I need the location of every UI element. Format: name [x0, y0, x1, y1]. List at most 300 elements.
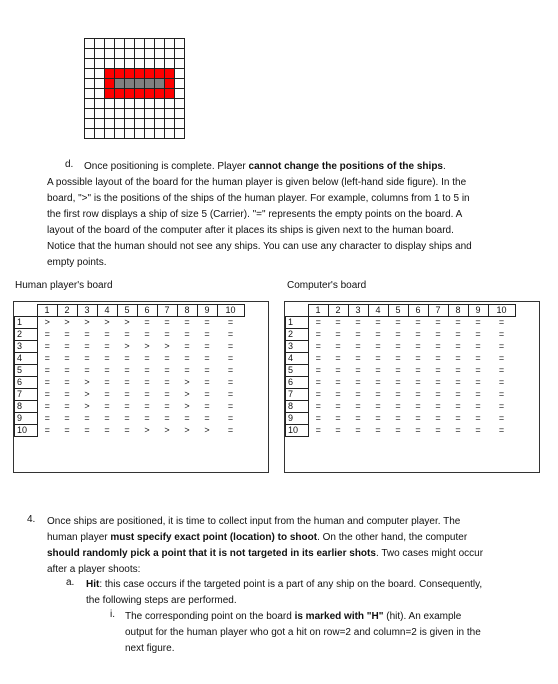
- row-header: 2: [15, 329, 38, 341]
- board-cell: =: [84, 365, 90, 375]
- board-cell: =: [335, 389, 341, 399]
- board-cell: =: [435, 377, 441, 387]
- board-cell: =: [124, 425, 130, 435]
- row-header: 4: [286, 353, 309, 365]
- board-cell: =: [164, 329, 170, 339]
- board-cell: =: [355, 425, 361, 435]
- grid-cell: [85, 119, 95, 129]
- grid-cell: [155, 79, 165, 89]
- section-i-body: [125, 609, 538, 657]
- board-cell: =: [84, 329, 90, 339]
- grid-cell: [95, 129, 105, 139]
- computer-board: [285, 304, 516, 437]
- row-header: 2: [286, 329, 309, 341]
- grid-cell: [115, 99, 125, 109]
- board-cell: =: [455, 317, 461, 328]
- grid-cell: [165, 109, 175, 119]
- board-cell: =: [375, 401, 381, 411]
- text-line: after a player shoots:: [47, 564, 141, 575]
- grid-cell: [115, 79, 125, 89]
- board-cell: =: [144, 413, 150, 423]
- board-cell: =: [315, 425, 321, 435]
- board-cell: =: [335, 365, 341, 375]
- board-cell: =: [227, 365, 234, 375]
- row-header: 3: [15, 341, 38, 353]
- board-cell: =: [335, 413, 341, 423]
- board-cell: =: [144, 377, 150, 387]
- grid-cell: [155, 119, 165, 129]
- board-cell: =: [44, 389, 50, 399]
- section-i-marker: i.: [110, 609, 115, 620]
- board-cell: =: [375, 341, 381, 351]
- grid-cell: [125, 109, 135, 119]
- section-4-marker: 4.: [27, 514, 36, 525]
- board-cell: =: [355, 413, 361, 423]
- grid-cell: [115, 69, 125, 79]
- column-header: 3: [77, 305, 97, 317]
- board-cell: =: [104, 425, 110, 435]
- board-cell: =: [375, 365, 381, 375]
- grid-cell: [85, 99, 95, 109]
- board-cell: =: [455, 329, 461, 339]
- board-cell: =: [227, 329, 234, 339]
- table-row: [286, 413, 516, 425]
- board-cell: =: [124, 389, 130, 399]
- board-cell: =: [144, 353, 150, 363]
- board-cell: =: [455, 353, 461, 363]
- grid-cell: [95, 109, 105, 119]
- section-d-body: [47, 175, 537, 271]
- column-header: 6: [137, 305, 157, 317]
- board-cell: =: [475, 413, 481, 423]
- text-line: should randomly pick a point that it is not targeted in its earlier shots. Two cases might occur: [47, 548, 484, 559]
- board-cell: =: [435, 317, 441, 328]
- board-cell: =: [184, 365, 190, 375]
- grid-row: [85, 119, 185, 129]
- board-cell: =: [164, 377, 170, 387]
- text-line: A possible layout of the board for the human player is given below (left-hand side figure). In the: [47, 177, 467, 188]
- board-cell: =: [144, 401, 150, 411]
- grid-cell: [145, 129, 155, 139]
- board-cell: =: [395, 389, 401, 399]
- table-row: [15, 401, 245, 413]
- board-header-row: [286, 305, 516, 317]
- board-cell: =: [104, 365, 110, 375]
- board-cell: >: [144, 341, 150, 351]
- grid-row: [85, 89, 185, 99]
- row-header: 7: [15, 389, 38, 401]
- grid-cell: [115, 89, 125, 99]
- board-cell: =: [184, 341, 190, 351]
- board-cell: =: [227, 341, 234, 351]
- row-header: 3: [286, 341, 309, 353]
- board-cell: =: [498, 329, 505, 339]
- grid-cell: [105, 109, 115, 119]
- board-cell: =: [124, 413, 130, 423]
- board-cell: =: [164, 353, 170, 363]
- grid-cell: [165, 129, 175, 139]
- grid-cell: [85, 49, 95, 59]
- grid-cell: [105, 89, 115, 99]
- grid-cell: [175, 99, 185, 109]
- board-cell: =: [164, 413, 170, 423]
- board-cell: >: [184, 401, 190, 411]
- grid-cell: [175, 59, 185, 69]
- board-cell: =: [415, 341, 421, 351]
- board-cell: =: [184, 329, 190, 339]
- board-cell: >: [124, 341, 130, 351]
- text-line: board, ">" is the positions of the ships of the human player. For example, columns from 1 to 5 in: [47, 193, 470, 204]
- text-line: the first row displays a ship of size 5 (Carrier). "=" represents the empty points on the board. A: [47, 209, 463, 220]
- board-cell: >: [84, 377, 90, 387]
- grid-cell: [125, 119, 135, 129]
- board-cell: =: [204, 377, 210, 387]
- board-cell: =: [164, 365, 170, 375]
- table-row: [286, 353, 516, 365]
- grid-cell: [135, 99, 145, 109]
- board-cell: =: [375, 377, 381, 387]
- board-cell: =: [335, 329, 341, 339]
- board-cell: =: [475, 329, 481, 339]
- row-header: 6: [286, 377, 309, 389]
- board-cell: =: [395, 317, 401, 328]
- row-header: 1: [15, 317, 38, 329]
- board-cell: =: [64, 377, 70, 387]
- row-header: 5: [15, 365, 38, 377]
- board-cell: =: [355, 329, 361, 339]
- board-cell: =: [335, 401, 341, 411]
- column-header: 10: [488, 305, 515, 317]
- board-cell: =: [124, 377, 130, 387]
- grid-cell: [125, 39, 135, 49]
- board-cell: =: [395, 329, 401, 339]
- section-d-first-line: Once positioning is complete. Player cannot change the positions of the ships.: [84, 161, 446, 172]
- grid-cell: [175, 119, 185, 129]
- board-cell: >: [184, 389, 190, 399]
- column-header: 1: [37, 305, 57, 317]
- grid-cell: [175, 79, 185, 89]
- board-cell: =: [144, 329, 150, 339]
- board-cell: =: [64, 401, 70, 411]
- board-cell: =: [435, 401, 441, 411]
- grid-cell: [95, 39, 105, 49]
- board-cell: =: [64, 413, 70, 423]
- grid-cell: [115, 39, 125, 49]
- grid-cell: [135, 129, 145, 139]
- board-cell: =: [435, 329, 441, 339]
- grid-row: [85, 99, 185, 109]
- grid-row: [85, 69, 185, 79]
- grid-cell: [175, 89, 185, 99]
- board-cell: =: [84, 413, 90, 423]
- grid-row: [85, 59, 185, 69]
- board-cell: =: [415, 329, 421, 339]
- grid-cell: [125, 89, 135, 99]
- board-cell: =: [315, 353, 321, 363]
- computer-board-title: Computer's board: [287, 280, 367, 291]
- table-row: [286, 425, 516, 437]
- board-cell: =: [204, 389, 210, 399]
- board-cell: =: [315, 377, 321, 387]
- grid-row: [85, 129, 185, 139]
- board-cell: >: [104, 317, 110, 328]
- board-cell: =: [64, 353, 70, 363]
- board-cell: =: [335, 425, 341, 435]
- board-cell: =: [104, 353, 110, 363]
- board-cell: =: [355, 377, 361, 387]
- grid-row: [85, 39, 185, 49]
- section-4-body: [47, 514, 537, 578]
- grid-cell: [115, 119, 125, 129]
- board-cell: =: [375, 353, 381, 363]
- grid-cell: [155, 89, 165, 99]
- section-d-marker: d.: [65, 159, 74, 170]
- grid-cell: [105, 99, 115, 109]
- board-cell: =: [395, 401, 401, 411]
- board-cell: =: [104, 389, 110, 399]
- grid-cell: [145, 39, 155, 49]
- grid-cell: [175, 39, 185, 49]
- board-cell: =: [64, 329, 70, 339]
- text-line: human player must specify exact point (location) to shoot. On the other hand, the computer: [47, 532, 468, 543]
- board-cell: =: [335, 377, 341, 387]
- grid-cell: [125, 99, 135, 109]
- board-cell: =: [415, 425, 421, 435]
- table-row: [15, 353, 245, 365]
- corner-cell: [15, 305, 38, 317]
- board-cell: =: [44, 341, 50, 351]
- grid-cell: [105, 39, 115, 49]
- grid-cell: [115, 49, 125, 59]
- grid-row: [85, 49, 185, 59]
- grid-cell: [105, 129, 115, 139]
- board-cell: =: [375, 329, 381, 339]
- column-header: 6: [408, 305, 428, 317]
- board-cell: =: [124, 353, 130, 363]
- human-board: [14, 304, 245, 437]
- grid-cell: [155, 39, 165, 49]
- board-cell: =: [44, 353, 50, 363]
- board-cell: =: [498, 425, 505, 435]
- board-cell: =: [227, 389, 234, 399]
- board-cell: =: [475, 389, 481, 399]
- row-header: 5: [286, 365, 309, 377]
- board-cell: =: [498, 317, 505, 328]
- board-cell: =: [375, 389, 381, 399]
- grid-cell: [85, 59, 95, 69]
- grid-cell: [155, 49, 165, 59]
- grid-cell: [165, 69, 175, 79]
- board-cell: =: [104, 413, 110, 423]
- board-cell: =: [435, 413, 441, 423]
- board-cell: =: [415, 353, 421, 363]
- grid-cell: [125, 59, 135, 69]
- board-cell: =: [415, 401, 421, 411]
- section-a-body: [86, 577, 538, 609]
- column-header: 3: [348, 305, 368, 317]
- text-line: output for the human player who got a hit on row=2 and column=2 is given in the: [125, 627, 481, 638]
- board-cell: =: [227, 413, 234, 423]
- table-row: [286, 329, 516, 341]
- board-cell: =: [124, 401, 130, 411]
- board-cell: =: [44, 401, 50, 411]
- board-cell: >: [44, 317, 50, 328]
- board-cell: =: [64, 389, 70, 399]
- board-cell: =: [184, 317, 190, 328]
- grid-cell: [145, 49, 155, 59]
- grid-cell: [85, 109, 95, 119]
- board-cell: =: [204, 353, 210, 363]
- grid-cell: [155, 109, 165, 119]
- board-cell: >: [184, 425, 190, 435]
- corner-cell: [286, 305, 309, 317]
- grid-cell: [115, 109, 125, 119]
- grid-cell: [95, 89, 105, 99]
- board-cell: =: [335, 341, 341, 351]
- grid-cell: [125, 49, 135, 59]
- board-cell: =: [84, 353, 90, 363]
- grid-cell: [155, 59, 165, 69]
- column-header: 9: [197, 305, 217, 317]
- board-cell: =: [164, 317, 170, 328]
- board-cell: =: [475, 425, 481, 435]
- grid-cell: [135, 79, 145, 89]
- board-cell: =: [144, 389, 150, 399]
- table-row: [286, 365, 516, 377]
- board-cell: =: [144, 365, 150, 375]
- grid-cell: [135, 119, 145, 129]
- board-cell: =: [44, 329, 50, 339]
- board-cell: =: [455, 365, 461, 375]
- grid-row: [85, 79, 185, 89]
- board-cell: =: [164, 401, 170, 411]
- board-cell: >: [124, 317, 130, 328]
- board-cell: =: [435, 353, 441, 363]
- grid-cell: [95, 59, 105, 69]
- table-row: [15, 413, 245, 425]
- board-cell: =: [498, 377, 505, 387]
- column-header: 9: [468, 305, 488, 317]
- board-cell: =: [355, 341, 361, 351]
- board-cell: =: [498, 413, 505, 423]
- grid-cell: [165, 59, 175, 69]
- text-line: the following steps are performed.: [86, 595, 237, 606]
- board-cell: =: [415, 389, 421, 399]
- board-cell: =: [227, 425, 234, 435]
- board-cell: >: [84, 401, 90, 411]
- board-cell: =: [227, 317, 234, 328]
- board-cell: =: [395, 425, 401, 435]
- board-cell: =: [395, 365, 401, 375]
- table-row: [15, 341, 245, 353]
- grid-cell: [155, 69, 165, 79]
- board-cell: =: [104, 341, 110, 351]
- text-line: Once ships are positioned, it is time to collect input from the human and computer player. The: [47, 516, 461, 527]
- board-cell: =: [204, 341, 210, 351]
- board-cell: >: [164, 341, 170, 351]
- column-header: 5: [388, 305, 408, 317]
- board-cell: =: [204, 413, 210, 423]
- column-header: 1: [308, 305, 328, 317]
- board-cell: =: [498, 365, 505, 375]
- grid-cell: [135, 49, 145, 59]
- board-cell: =: [124, 365, 130, 375]
- board-cell: =: [395, 413, 401, 423]
- board-cell: >: [84, 389, 90, 399]
- column-header: 2: [328, 305, 348, 317]
- grid-cell: [105, 119, 115, 129]
- board-cell: =: [184, 413, 190, 423]
- grid-cell: [165, 99, 175, 109]
- board-cell: =: [475, 353, 481, 363]
- board-cell: =: [475, 317, 481, 328]
- grid-cell: [175, 129, 185, 139]
- board-cell: =: [355, 317, 361, 328]
- grid-cell: [165, 119, 175, 129]
- row-header: 9: [15, 413, 38, 425]
- board-cell: =: [44, 377, 50, 387]
- grid-cell: [165, 39, 175, 49]
- grid-cell: [125, 79, 135, 89]
- board-cell: >: [64, 317, 70, 328]
- text-line: Hit: this case occurs if the targeted point is a part of any ship on the board. Consequently,: [86, 579, 483, 590]
- grid-cell: [105, 59, 115, 69]
- board-cell: =: [375, 413, 381, 423]
- board-cell: =: [498, 389, 505, 399]
- board-cell: =: [204, 365, 210, 375]
- board-cell: =: [475, 377, 481, 387]
- board-cell: =: [204, 329, 210, 339]
- grid-cell: [85, 129, 95, 139]
- board-cell: =: [498, 353, 505, 363]
- board-cell: =: [64, 341, 70, 351]
- grid-cell: [175, 49, 185, 59]
- column-header: 8: [448, 305, 468, 317]
- board-cell: =: [435, 389, 441, 399]
- grid-cell: [115, 129, 125, 139]
- board-cell: =: [498, 401, 505, 411]
- board-cell: =: [315, 365, 321, 375]
- board-cell: =: [84, 425, 90, 435]
- board-cell: =: [498, 341, 505, 351]
- board-cell: =: [395, 353, 401, 363]
- board-cell: >: [204, 425, 210, 435]
- grid-cell: [105, 49, 115, 59]
- grid-cell: [155, 129, 165, 139]
- board-cell: =: [124, 329, 130, 339]
- board-cell: =: [355, 401, 361, 411]
- board-cell: =: [395, 341, 401, 351]
- row-header: 4: [15, 353, 38, 365]
- row-header: 1: [286, 317, 309, 329]
- column-header: 4: [368, 305, 388, 317]
- board-cell: =: [355, 365, 361, 375]
- board-cell: =: [104, 377, 110, 387]
- board-cell: =: [64, 365, 70, 375]
- grid-cell: [85, 69, 95, 79]
- board-cell: =: [227, 401, 234, 411]
- grid-cell: [145, 59, 155, 69]
- board-cell: =: [44, 425, 50, 435]
- board-cell: =: [315, 413, 321, 423]
- grid-cell: [145, 109, 155, 119]
- table-row: [15, 365, 245, 377]
- grid-cell: [105, 69, 115, 79]
- row-header: 10: [15, 425, 38, 437]
- board-cell: =: [455, 377, 461, 387]
- grid-cell: [105, 79, 115, 89]
- table-row: [286, 389, 516, 401]
